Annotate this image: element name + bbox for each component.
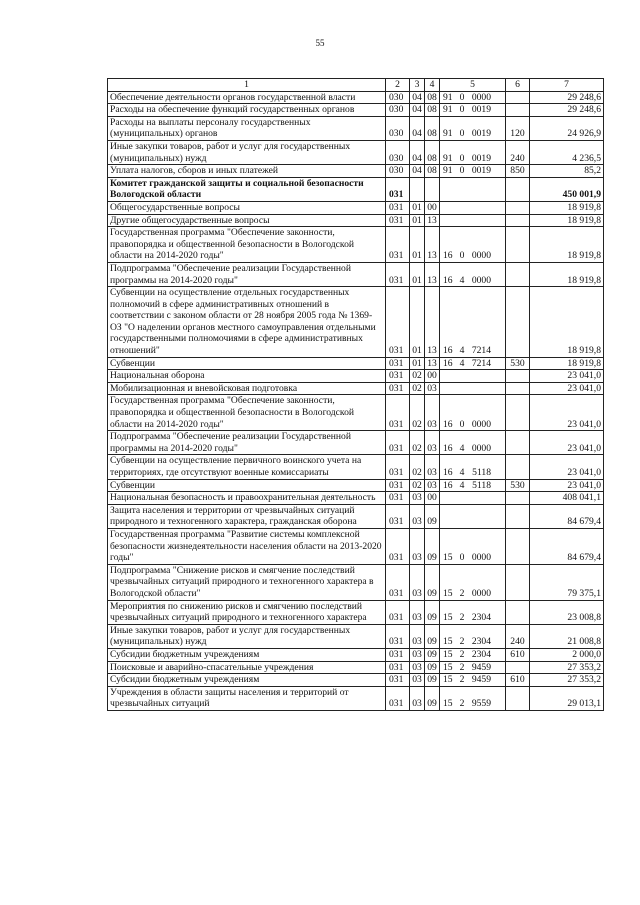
expense-type-code [506, 431, 530, 455]
expense-type-code: 120 [506, 116, 530, 140]
direction-code: 0019 [471, 104, 491, 116]
expense-type-code [506, 287, 530, 358]
amount: 23 041,0 [530, 370, 604, 383]
dept-code: 030 [386, 91, 410, 104]
target-article-code [440, 262, 506, 286]
table-row [108, 492, 604, 505]
dept-code: 031 [386, 214, 410, 227]
item-name: Поисковые и аварийно-спасательные учреждения [108, 661, 386, 674]
table-row [108, 686, 604, 710]
target-article-code [440, 492, 506, 505]
subprogram-code: 2 [459, 698, 465, 710]
subprogram-code: 4 [459, 345, 465, 357]
target-article-code [440, 382, 506, 395]
dept-code: 031 [386, 492, 410, 505]
program-code: 16 [443, 479, 453, 491]
item-name: Государственная программа "Обеспечение законности, правопорядка и общественной безопасности в Вологодской области на 2014-2020 годы" [108, 395, 386, 431]
subsection-code: 13 [425, 357, 440, 370]
subsection-code: 09 [425, 686, 440, 710]
dept-code: 031 [386, 624, 410, 648]
amount: 23 041,0 [530, 455, 604, 479]
expense-type-code: 610 [506, 648, 530, 661]
item-name: Субвенции на осуществление отдельных государственных полномочий в сфере административных отношений в соответствии с законом области от 28 ноября 2005 года № 1369-ОЗ "О наделении органов местного самоуправления отдельными государственными полномочиями в сфере административных отношений" [108, 287, 386, 358]
subsection-code: 09 [425, 674, 440, 687]
expense-type-code [506, 214, 530, 227]
subprogram-code: 4 [459, 479, 465, 491]
table-row [108, 504, 604, 528]
dept-code: 031 [386, 648, 410, 661]
subsection-code: 03 [425, 431, 440, 455]
target-article-code [440, 104, 506, 117]
amount: 450 001,9 [530, 177, 604, 201]
program-code: 15 [443, 674, 453, 686]
budget-table [107, 78, 604, 711]
table-row [108, 357, 604, 370]
program-code: 16 [443, 250, 453, 262]
direction-code: 0000 [471, 274, 491, 286]
table-row [108, 674, 604, 687]
subsection-code: 09 [425, 504, 440, 528]
section-code: 03 [410, 686, 425, 710]
subsection-code: 09 [425, 600, 440, 624]
table-row [108, 165, 604, 178]
section-code: 04 [410, 116, 425, 140]
table-row [108, 370, 604, 383]
subsection-code: 08 [425, 91, 440, 104]
target-article-code [440, 287, 506, 358]
amount: 18 919,8 [530, 214, 604, 227]
direction-code: 0000 [471, 418, 491, 430]
expense-type-code [506, 382, 530, 395]
direction-code: 9459 [471, 674, 491, 686]
dept-code: 031 [386, 504, 410, 528]
subsection-code: 09 [425, 624, 440, 648]
expense-type-code: 850 [506, 165, 530, 178]
section-code: 04 [410, 140, 425, 164]
program-code: 15 [443, 552, 453, 564]
subsection-code: 13 [425, 227, 440, 263]
section-code [410, 177, 425, 201]
dept-code: 031 [386, 227, 410, 263]
subsection-code: 09 [425, 661, 440, 674]
header-cell: 4 [425, 79, 440, 92]
subprogram-code: 4 [459, 442, 465, 454]
amount: 21 008,8 [530, 624, 604, 648]
subprogram-code: 0 [459, 104, 465, 116]
item-name: Подпрограмма "Обеспечение реализации Государственной программы на 2014-2020 годы" [108, 262, 386, 286]
section-code: 04 [410, 165, 425, 178]
header-cell: 1 [108, 79, 386, 92]
subprogram-code: 4 [459, 467, 465, 478]
expense-type-code: 530 [506, 479, 530, 492]
amount: 23 041,0 [530, 431, 604, 455]
subprogram-code: 0 [459, 128, 465, 140]
amount: 29 248,6 [530, 104, 604, 117]
table-row [108, 564, 604, 600]
program-code: 16 [443, 467, 453, 478]
dept-code: 031 [386, 177, 410, 201]
amount: 84 679,4 [530, 528, 604, 564]
item-name: Субсидии бюджетным учреждениям [108, 648, 386, 661]
program-code: 15 [443, 661, 453, 673]
expense-type-code: 530 [506, 357, 530, 370]
amount: 23 041,0 [530, 382, 604, 395]
header-cell: 5 [440, 79, 506, 92]
item-name: Государственная программа "Развитие системы комплексной безопасности жизнедеятельности населения области на 2013-2020 годы" [108, 528, 386, 564]
dept-code: 030 [386, 140, 410, 164]
subprogram-code: 0 [459, 250, 465, 262]
amount: 408 041,1 [530, 492, 604, 505]
header-cell: 7 [530, 79, 604, 92]
section-code: 01 [410, 287, 425, 358]
direction-code: 0019 [471, 128, 491, 140]
amount: 79 375,1 [530, 564, 604, 600]
subsection-code: 03 [425, 479, 440, 492]
dept-code: 031 [386, 382, 410, 395]
amount: 27 353,2 [530, 674, 604, 687]
target-article-code [440, 177, 506, 201]
amount: 85,2 [530, 165, 604, 178]
table-row [108, 455, 604, 479]
dept-code: 031 [386, 431, 410, 455]
direction-code: 0000 [471, 91, 491, 103]
table-row [108, 201, 604, 214]
target-article-code [440, 648, 506, 661]
subprogram-code: 2 [459, 661, 465, 673]
program-code: 91 [443, 104, 453, 116]
item-name: Субвенции [108, 479, 386, 492]
subsection-code: 03 [425, 395, 440, 431]
dept-code: 031 [386, 455, 410, 479]
dept-code: 031 [386, 528, 410, 564]
table-row [108, 227, 604, 263]
subprogram-code: 0 [459, 552, 465, 564]
item-name: Другие общегосударственные вопросы [108, 214, 386, 227]
item-name: Расходы на обеспечение функций государственных органов [108, 104, 386, 117]
target-article-code [440, 357, 506, 370]
expense-type-code [506, 177, 530, 201]
dept-code: 031 [386, 201, 410, 214]
table-row [108, 287, 604, 358]
amount: 4 236,5 [530, 140, 604, 164]
target-article-code [440, 370, 506, 383]
direction-code: 5118 [472, 479, 491, 491]
expense-type-code [506, 492, 530, 505]
table-row [108, 140, 604, 164]
expense-type-code [506, 104, 530, 117]
program-code: 15 [443, 648, 453, 660]
item-name: Субвенции на осуществление первичного воинского учета на территориях, где отсутствуют военные комиссариаты [108, 455, 386, 479]
subprogram-code: 0 [459, 418, 465, 430]
item-name: Подпрограмма "Снижение рисков и смягчение последствий чрезвычайных ситуаций природного и техногенного характера в Вологодской области" [108, 564, 386, 600]
table-row [108, 382, 604, 395]
dept-code: 031 [386, 479, 410, 492]
table-row [108, 395, 604, 431]
direction-code: 2304 [471, 648, 491, 660]
subsection-code: 08 [425, 116, 440, 140]
item-name: Уплата налогов, сборов и иных платежей [108, 165, 386, 178]
table-row [108, 104, 604, 117]
dept-code: 031 [386, 674, 410, 687]
subsection-code: 09 [425, 564, 440, 600]
target-article-code [440, 116, 506, 140]
target-article-code [440, 528, 506, 564]
target-article-code [440, 140, 506, 164]
header-row [108, 79, 604, 92]
subsection-code: 09 [425, 528, 440, 564]
expense-type-code [506, 600, 530, 624]
section-code: 03 [410, 624, 425, 648]
section-code: 01 [410, 201, 425, 214]
section-code: 03 [410, 564, 425, 600]
subsection-code: 03 [425, 382, 440, 395]
amount: 29 248,6 [530, 91, 604, 104]
item-name: Защита населения и территории от чрезвычайных ситуаций природного и техногенного характера, гражданская оборона [108, 504, 386, 528]
amount: 23 008,8 [530, 600, 604, 624]
program-code: 91 [443, 165, 453, 177]
item-name: Общегосударственные вопросы [108, 201, 386, 214]
direction-code: 0019 [471, 152, 491, 164]
expense-type-code [506, 262, 530, 286]
expense-type-code: 610 [506, 674, 530, 687]
item-name: Субвенции [108, 357, 386, 370]
program-code: 15 [443, 587, 453, 599]
target-article-code [440, 201, 506, 214]
dept-code: 030 [386, 104, 410, 117]
table-row [108, 262, 604, 286]
program-code: 15 [443, 636, 453, 648]
section-code: 01 [410, 262, 425, 286]
target-article-code [440, 686, 506, 710]
subprogram-code: 2 [459, 674, 465, 686]
amount: 18 919,8 [530, 227, 604, 263]
dept-code: 031 [386, 395, 410, 431]
subsection-code: 00 [425, 492, 440, 505]
subsection-code: 00 [425, 201, 440, 214]
target-article-code [440, 479, 506, 492]
item-name: Иные закупки товаров, работ и услуг для государственных (муниципальных) нужд [108, 624, 386, 648]
amount: 18 919,8 [530, 201, 604, 214]
expense-type-code [506, 504, 530, 528]
target-article-code [440, 624, 506, 648]
program-code: 16 [443, 418, 453, 430]
target-article-code [440, 91, 506, 104]
table-row [108, 600, 604, 624]
direction-code: 5118 [472, 467, 491, 478]
section-code: 02 [410, 455, 425, 479]
target-article-code [440, 564, 506, 600]
direction-code: 2304 [471, 636, 491, 648]
subsection-code: 08 [425, 140, 440, 164]
subprogram-code: 2 [459, 612, 465, 624]
item-name: Иные закупки товаров, работ и услуг для государственных (муниципальных) нужд [108, 140, 386, 164]
subsection-code: 13 [425, 214, 440, 227]
expense-type-code [506, 201, 530, 214]
dept-code: 031 [386, 370, 410, 383]
program-code: 16 [443, 442, 453, 454]
expense-type-code [506, 455, 530, 479]
program-code: 16 [443, 345, 453, 357]
expense-type-code [506, 227, 530, 263]
expense-type-code [506, 564, 530, 600]
direction-code: 0000 [471, 587, 491, 599]
section-code: 03 [410, 600, 425, 624]
target-article-code [440, 227, 506, 263]
subprogram-code: 0 [459, 152, 465, 164]
table-row [108, 177, 604, 201]
dept-code: 031 [386, 600, 410, 624]
table-row [108, 624, 604, 648]
section-code: 01 [410, 227, 425, 263]
subsection-code: 09 [425, 648, 440, 661]
section-code: 02 [410, 431, 425, 455]
subprogram-code: 0 [459, 165, 465, 177]
expense-type-code [506, 528, 530, 564]
program-code: 16 [443, 357, 453, 369]
item-name: Учреждения в области защиты населения и территорий от чрезвычайных ситуаций [108, 686, 386, 710]
item-name: Государственная программа "Обеспечение законности, правопорядка и общественной безопасности в Вологодской области на 2014-2020 годы" [108, 227, 386, 263]
item-name: Субсидии бюджетным учреждениям [108, 674, 386, 687]
table-row [108, 116, 604, 140]
dept-code: 031 [386, 262, 410, 286]
direction-code: 2304 [471, 612, 491, 624]
item-name: Комитет гражданской защиты и социальной безопасности Вологодской области [108, 177, 386, 201]
target-article-code [440, 674, 506, 687]
section-code: 03 [410, 674, 425, 687]
dept-code: 031 [386, 564, 410, 600]
subprogram-code: 2 [459, 636, 465, 648]
table-row [108, 661, 604, 674]
subsection-code: 13 [425, 287, 440, 358]
subprogram-code: 4 [459, 274, 465, 286]
section-code: 04 [410, 104, 425, 117]
section-code: 02 [410, 395, 425, 431]
section-code: 03 [410, 528, 425, 564]
expense-type-code [506, 91, 530, 104]
direction-code: 0000 [471, 552, 491, 564]
expense-type-code: 240 [506, 624, 530, 648]
subsection-code: 08 [425, 165, 440, 178]
amount: 27 353,2 [530, 661, 604, 674]
subsection-code: 00 [425, 370, 440, 383]
section-code: 03 [410, 661, 425, 674]
section-code: 02 [410, 382, 425, 395]
program-code: 91 [443, 152, 453, 164]
subsection-code [425, 177, 440, 201]
table-row [108, 479, 604, 492]
subprogram-code: 2 [459, 648, 465, 660]
program-code: 15 [443, 612, 453, 624]
direction-code: 0000 [471, 442, 491, 454]
item-name: Расходы на выплаты персоналу государственных (муниципальных) органов [108, 116, 386, 140]
page-number: 55 [315, 38, 325, 48]
amount: 2 000,0 [530, 648, 604, 661]
target-article-code [440, 661, 506, 674]
expense-type-code [506, 661, 530, 674]
target-article-code [440, 165, 506, 178]
target-article-code [440, 431, 506, 455]
target-article-code [440, 600, 506, 624]
section-code: 02 [410, 370, 425, 383]
section-code: 03 [410, 504, 425, 528]
subprogram-code: 0 [459, 91, 465, 103]
dept-code: 030 [386, 116, 410, 140]
target-article-code [440, 214, 506, 227]
amount: 24 926,9 [530, 116, 604, 140]
section-code: 03 [410, 648, 425, 661]
expense-type-code [506, 686, 530, 710]
program-code: 91 [443, 91, 453, 103]
direction-code: 7214 [471, 357, 491, 369]
amount: 23 041,0 [530, 479, 604, 492]
section-code: 03 [410, 492, 425, 505]
subprogram-code: 2 [459, 587, 465, 599]
target-article-code [440, 455, 506, 479]
subsection-code: 08 [425, 104, 440, 117]
dept-code: 031 [386, 686, 410, 710]
table-row [108, 528, 604, 564]
expense-type-code [506, 395, 530, 431]
dept-code: 031 [386, 287, 410, 358]
item-name: Национальная безопасность и правоохранительная деятельность [108, 492, 386, 505]
direction-code: 0000 [471, 250, 491, 262]
amount: 29 013,1 [530, 686, 604, 710]
amount: 23 041,0 [530, 395, 604, 431]
header-cell: 2 [386, 79, 410, 92]
program-code: 16 [443, 274, 453, 286]
amount: 18 919,8 [530, 287, 604, 358]
item-name: Подпрограмма "Обеспечение реализации Государственной программы на 2014-2020 годы" [108, 431, 386, 455]
dept-code: 030 [386, 165, 410, 178]
amount: 84 679,4 [530, 504, 604, 528]
direction-code: 7214 [471, 345, 491, 357]
subsection-code: 03 [425, 455, 440, 479]
table-row [108, 91, 604, 104]
header-cell: 3 [410, 79, 425, 92]
direction-code: 9459 [471, 661, 491, 673]
target-article-code [440, 504, 506, 528]
table-row [108, 431, 604, 455]
header-cell: 6 [506, 79, 530, 92]
subprogram-code: 4 [459, 357, 465, 369]
amount: 18 919,8 [530, 357, 604, 370]
program-code: 15 [443, 698, 453, 710]
dept-code: 031 [386, 357, 410, 370]
section-code: 04 [410, 91, 425, 104]
table-row [108, 648, 604, 661]
dept-code: 031 [386, 661, 410, 674]
expense-type-code: 240 [506, 140, 530, 164]
item-name: Мероприятия по снижению рисков и смягчению последствий чрезвычайных ситуаций природного и техногенного характера [108, 600, 386, 624]
table-row [108, 214, 604, 227]
subsection-code: 13 [425, 262, 440, 286]
item-name: Национальная оборона [108, 370, 386, 383]
program-code: 91 [443, 128, 453, 140]
item-name: Обеспечение деятельности органов государственной власти [108, 91, 386, 104]
direction-code: 9559 [471, 698, 491, 710]
section-code: 01 [410, 214, 425, 227]
direction-code: 0019 [471, 165, 491, 177]
amount: 18 919,8 [530, 262, 604, 286]
section-code: 02 [410, 479, 425, 492]
item-name: Мобилизационная и вневойсковая подготовка [108, 382, 386, 395]
target-article-code [440, 395, 506, 431]
expense-type-code [506, 370, 530, 383]
section-code: 01 [410, 357, 425, 370]
